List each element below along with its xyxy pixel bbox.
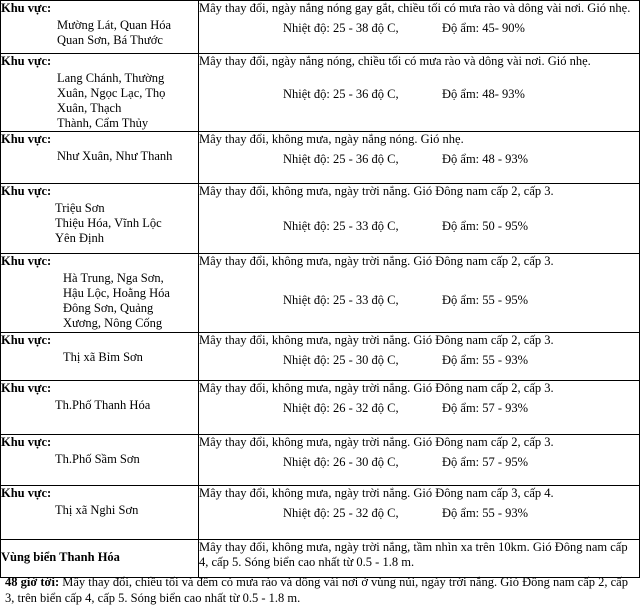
- humidity-range: Độ ẩm: 45- 90%: [442, 21, 525, 35]
- area-label: Khu vực:: [1, 381, 52, 395]
- area-name-line: Thành, Cẩm Thủy: [57, 116, 149, 130]
- weather-stats: [199, 87, 639, 102]
- weather-cell: [199, 1, 640, 54]
- temperature-range: Nhiệt độ: 25 - 33 độ C,: [283, 293, 399, 307]
- forecast-row: [1, 184, 640, 254]
- forecast-row: [1, 381, 640, 435]
- area-name-line: Th.Phố Thanh Hóa: [55, 398, 151, 412]
- temperature-range: Nhiệt độ: 25 - 33 độ C,: [283, 219, 399, 233]
- area-cell: [1, 132, 199, 184]
- humidity-range: Độ ẩm: 48- 93%: [442, 87, 525, 101]
- temperature-range: Nhiệt độ: 26 - 30 độ C,: [283, 455, 399, 469]
- weather-description: Mây thay đổi, không mưa, ngày trời nắng. Gió Đông nam cấp 2, cấp 3.: [199, 184, 554, 198]
- area-label: Khu vực:: [1, 486, 52, 500]
- area-label: Khu vực:: [1, 435, 52, 449]
- forecast-row: [1, 1, 640, 54]
- weather-description: Mây thay đổi, ngày nắng nóng gay gắt, chiều tối có mưa rào và dông vài nơi. Gió nhẹ.: [199, 1, 631, 15]
- area-cell: [1, 184, 199, 254]
- weather-description: Mây thay đổi, không mưa, ngày trời nắng. Gió Đông nam cấp 2, cấp 3.: [199, 381, 554, 395]
- area-label: Khu vực:: [1, 132, 52, 146]
- area-cell: [1, 54, 199, 132]
- area-names: [1, 398, 198, 413]
- area-names: [1, 18, 198, 48]
- temperature-range: Nhiệt độ: 26 - 32 độ C,: [283, 401, 399, 415]
- area-name-line: Xương, Nông Cống: [63, 316, 163, 330]
- weather-cell: [199, 435, 640, 486]
- temperature-range: Nhiệt độ: 25 - 38 độ C,: [283, 21, 399, 35]
- weather-description: Mây thay đổi, không mưa, ngày trời nắng. Gió Đông nam cấp 3, cấp 4.: [199, 486, 554, 500]
- weather-stats: [199, 152, 639, 167]
- temperature-range: Nhiệt độ: 25 - 36 độ C,: [283, 87, 399, 101]
- area-names: [1, 350, 198, 365]
- area-name-line: Th.Phố Sầm Sơn: [55, 452, 140, 466]
- weather-description: Mây thay đổi, không mưa, ngày trời nắng. Gió Đông nam cấp 2, cấp 3.: [199, 254, 554, 268]
- forecast-48h-text: Mây thay đổi, chiều tối và đêm có mưa rào và dông vài nơi ở vùng núi, ngày trời nắng. Gió Đông nam cấp 2, cấp 3, trên biển cấp 4, cấp 5. Sóng biển cao nhất từ 0.5 - 1.8 m.: [5, 575, 628, 605]
- temperature-range: Nhiệt độ: 25 - 30 độ C,: [283, 353, 399, 367]
- weather-description: Mây thay đổi, không mưa, ngày trời nắng. Gió Đông nam cấp 2, cấp 3.: [199, 333, 554, 347]
- area-cell: [1, 435, 199, 486]
- area-name-line: Quan Sơn, Bá Thước: [57, 33, 163, 47]
- weather-stats: [199, 506, 639, 521]
- area-names: [1, 71, 198, 131]
- weather-stats: [199, 353, 639, 368]
- weather-stats: [199, 21, 639, 36]
- weather-stats: [199, 455, 639, 470]
- area-cell: [1, 381, 199, 435]
- area-name-line: Xuân, Thạch: [57, 101, 122, 115]
- area-names: [1, 271, 198, 331]
- area-name-line: Hậu Lộc, Hoằng Hóa: [63, 286, 170, 300]
- humidity-range: Độ ẩm: 57 - 93%: [442, 401, 529, 415]
- area-names: [1, 201, 198, 246]
- area-label: Khu vực:: [1, 184, 52, 198]
- forecast-row: [1, 333, 640, 381]
- area-names: [1, 503, 198, 518]
- temperature-range: Nhiệt độ: 25 - 36 độ C,: [283, 152, 399, 166]
- area-label: Khu vực:: [1, 254, 52, 268]
- area-name-line: Yên Định: [55, 231, 104, 245]
- area-cell: [1, 333, 199, 381]
- forecast-48h-label: 48 giờ tới:: [5, 575, 60, 589]
- area-cell: [1, 254, 199, 333]
- weather-cell: [199, 184, 640, 254]
- area-name-line: Xuân, Ngọc Lạc, Thọ: [57, 86, 166, 100]
- weather-stats: [199, 401, 639, 416]
- weather-cell: [199, 132, 640, 184]
- area-label: Khu vực:: [1, 333, 52, 347]
- sea-row: [1, 540, 640, 578]
- sea-weather-description: Mây thay đổi, không mưa, ngày trời nắng, tầm nhìn xa trên 10km. Gió Đông nam cấp 4, cấp 5. Sóng biển cao nhất từ 0.5 - 1.8 m.: [199, 540, 628, 569]
- weather-stats: [199, 293, 639, 308]
- sea-area-label: Vùng biển Thanh Hóa: [1, 550, 120, 564]
- area-name-line: Mường Lát, Quan Hóa: [57, 18, 172, 32]
- weather-description: Mây thay đổi, ngày nắng nóng, chiều tối có mưa rào và dông vài nơi. Gió nhẹ.: [199, 54, 591, 68]
- area-name-line: Thị xã Nghi Sơn: [55, 503, 139, 517]
- area-name-line: Thị xã Bỉm Sơn: [63, 350, 143, 364]
- area-name-line: Lang Chánh, Thường: [57, 71, 165, 85]
- weather-cell: [199, 254, 640, 333]
- humidity-range: Độ ẩm: 57 - 95%: [442, 455, 529, 469]
- forecast-row: [1, 54, 640, 132]
- humidity-range: Độ ẩm: 55 - 93%: [442, 506, 529, 520]
- humidity-range: Độ ẩm: 48 - 93%: [442, 152, 529, 166]
- forecast-row: [1, 486, 640, 540]
- temperature-range: Nhiệt độ: 25 - 32 độ C,: [283, 506, 399, 520]
- humidity-range: Độ ẩm: 55 - 95%: [442, 293, 529, 307]
- area-label: Khu vực:: [1, 1, 52, 15]
- weather-cell: [199, 381, 640, 435]
- weather-cell: [199, 486, 640, 540]
- area-name-line: Thiệu Hóa, Vĩnh Lộc: [55, 216, 162, 230]
- weather-cell: [199, 333, 640, 381]
- forecast-48h-note: [5, 574, 637, 606]
- forecast-row: [1, 254, 640, 333]
- weather-description: Mây thay đổi, không mưa, ngày trời nắng. Gió Đông nam cấp 2, cấp 3.: [199, 435, 554, 449]
- weather-cell: [199, 54, 640, 132]
- area-name-line: Như Xuân, Như Thanh: [57, 149, 173, 163]
- area-name-line: Đông Sơn, Quảng: [63, 301, 154, 315]
- area-name-line: Hà Trung, Nga Sơn,: [63, 271, 164, 285]
- humidity-range: Độ ẩm: 55 - 93%: [442, 353, 529, 367]
- area-names: [1, 452, 198, 467]
- area-label: Khu vực:: [1, 54, 52, 68]
- area-names: [1, 149, 198, 164]
- forecast-row: [1, 435, 640, 486]
- weather-stats: [199, 219, 639, 234]
- area-cell: [1, 1, 199, 54]
- sea-label-cell: [1, 540, 199, 578]
- area-name-line: Triệu Sơn: [55, 201, 105, 215]
- weather-description: Mây thay đổi, không mưa, ngày nắng nóng. Gió nhẹ.: [199, 132, 464, 146]
- humidity-range: Độ ẩm: 50 - 95%: [442, 219, 529, 233]
- forecast-table-body: [1, 1, 640, 578]
- sea-weather-cell: [199, 540, 640, 578]
- area-cell: [1, 486, 199, 540]
- forecast-row: [1, 132, 640, 184]
